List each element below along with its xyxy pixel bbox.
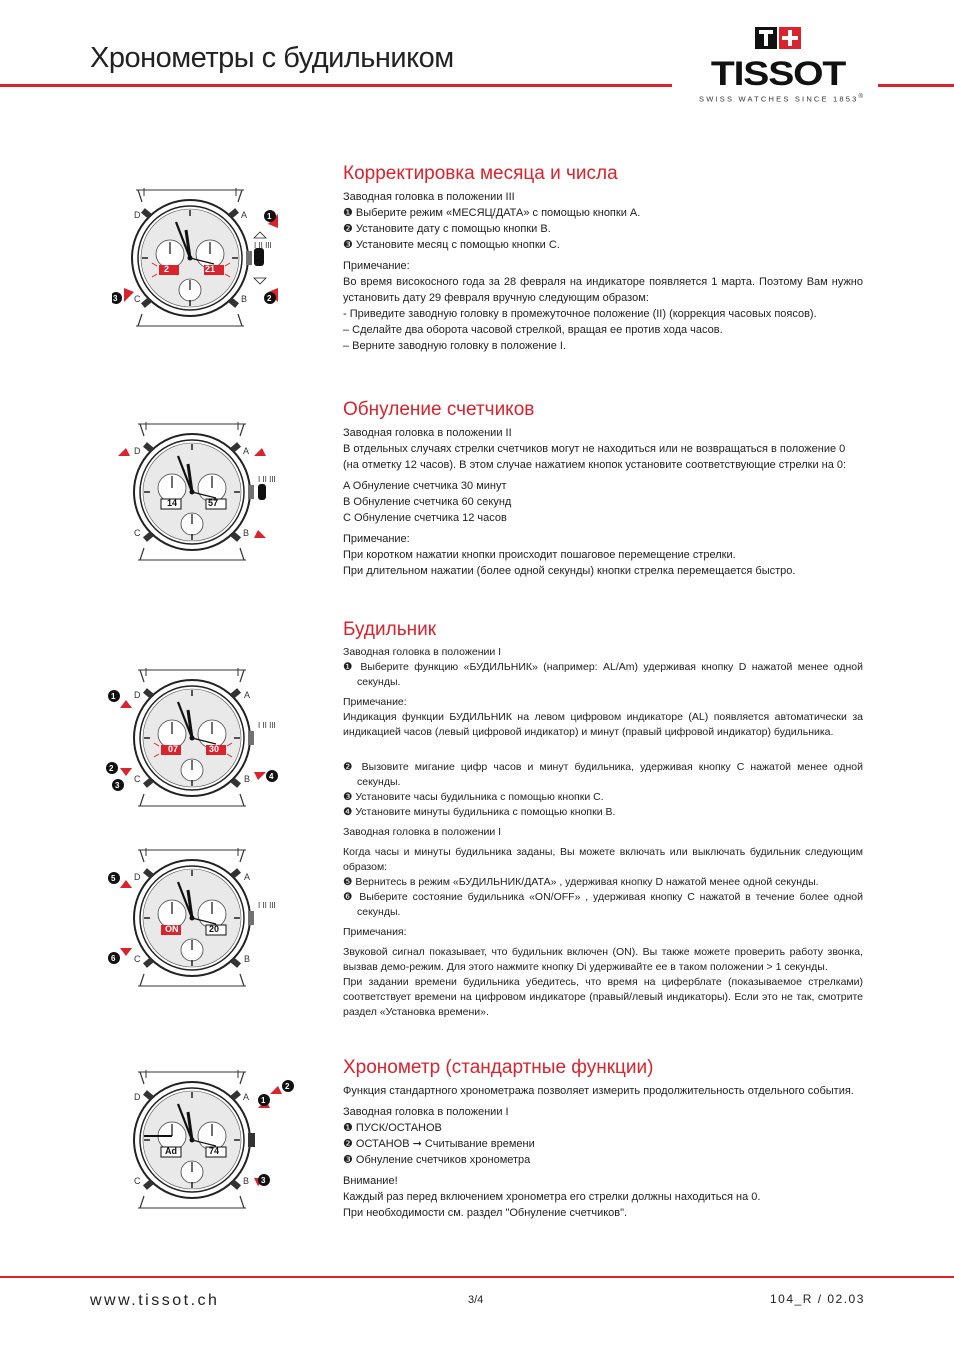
step-number-1: 1	[267, 212, 272, 221]
button-label-c: C	[134, 774, 141, 784]
button-label-a: A	[243, 1092, 250, 1102]
watch-display-right: 74	[209, 1146, 220, 1156]
step-1: ❶ ПУСК/ОСТАНОВ	[343, 1122, 442, 1134]
step-number-1: 1	[111, 692, 116, 701]
watch-diagram-alarm-onoff	[104, 848, 310, 988]
note-label: Примечание:	[343, 260, 410, 272]
step-number-5: 5	[111, 874, 116, 883]
button-label-d: D	[134, 210, 141, 220]
reset-item-b: B Обнуление счетчика 60 секунд	[343, 496, 512, 508]
note-label: Примечание:	[343, 696, 407, 708]
step-3: ❸ Установите месяц с помощью кнопки С.	[343, 239, 560, 251]
crown-positions: I II III	[258, 475, 276, 484]
brand-tagline: SWISS WATCHES SINCE 1853®	[699, 94, 863, 104]
crown-positions: I II III	[254, 241, 272, 250]
note-label: Примечание:	[343, 533, 410, 545]
section-alarm	[343, 618, 863, 1020]
brand-name: TISSOT	[710, 55, 846, 93]
step-2: ❷ Вызовите мигание цифр часов и минут будильника, удерживая кнопку С нажатой менее одной секунды.	[343, 761, 863, 788]
watch-display-left: 2	[164, 264, 170, 274]
step-number-2: 2	[267, 294, 272, 303]
note-text: При задании времени будильника убедитесь, что время на циферблате (показываемое стрелками) соответствует времени на цифровом индикаторе (правый/левый индикаторы). Если это не так, смотрите раздел «Установка времени».	[343, 976, 863, 1018]
watch-display-left: ON	[165, 924, 179, 934]
note-label: Примечания:	[343, 926, 407, 938]
step-2: ❷ Установите дату с помощью кнопки В.	[343, 223, 551, 235]
button-label-b: B	[243, 528, 250, 538]
section-reset-counters	[343, 398, 863, 579]
watch-diagram-month	[112, 188, 312, 328]
note-step: - Приведите заводную головку в промежуточное положение (II) (коррекция часовых поясов).	[343, 308, 817, 320]
note-step: – Верните заводную головку в положение I.	[343, 340, 567, 352]
section-chrono	[343, 1056, 863, 1221]
step-number-3: 3	[115, 781, 120, 790]
step-number-4: 4	[269, 772, 274, 781]
note-text: Индикация функции БУДИЛЬНИК на левом цифровом индикаторе (AL) появляется автоматически за индикацией часов (левый цифровой индикатор) и минут (правый цифровой индикатор) будильника.	[343, 711, 863, 738]
section-title-alarm: Будильник	[343, 619, 437, 640]
section-month-date	[343, 162, 863, 354]
section-title-month: Корректировка месяца и числа	[343, 163, 618, 184]
page-number: 3/4	[468, 1294, 484, 1306]
page-title: Хронометры с будильником	[90, 42, 454, 74]
reset-item-c: C Обнуление счетчика 12 часов	[343, 512, 507, 524]
button-label-a: A	[244, 690, 251, 700]
button-label-d: D	[134, 690, 141, 700]
watch-display-left: Ad	[165, 1146, 177, 1156]
step-number-3: 3	[261, 1176, 266, 1185]
step-3: ❸ Обнуление счетчиков хронометра	[343, 1154, 531, 1166]
watch-display-right: 57	[208, 498, 219, 508]
watch-display-right: 21	[205, 264, 216, 274]
step-6: ❻ Выберите состояние будильника «ON/OFF» , удерживая кнопку C нажатой в течение более одной секунды.	[343, 891, 863, 918]
button-label-c: C	[134, 528, 141, 538]
step-number-2: 2	[109, 764, 114, 773]
button-label-d: D	[134, 446, 141, 456]
text-line: Заводная головка в положении I	[343, 826, 502, 838]
text-line: Функция стандартного хронометража позволяет измерить продолжительность отдельного события.	[343, 1085, 854, 1097]
button-label-a: A	[241, 210, 248, 220]
watch-display-right: 20	[209, 924, 220, 934]
document-code: 104_R / 02.03	[770, 1292, 865, 1306]
button-label-b: B	[244, 954, 251, 964]
text-line: Заводная головка в положении III	[343, 191, 515, 203]
watch-diagram-chrono	[112, 1070, 312, 1210]
text-paragraph: Когда часы и минуты будильника заданы, Вы можете включать или выключать будильник следующим образом:	[343, 846, 863, 873]
button-label-b: B	[244, 774, 251, 784]
note-text: При коротком нажатии кнопки происходит пошаговое перемещение стрелки.	[343, 549, 736, 561]
warning-text: Каждый раз перед включением хронометра его стрелки должны находиться на 0.	[343, 1191, 761, 1203]
tissot-tplus-icon	[755, 27, 801, 49]
watch-display-left: 07	[168, 744, 179, 754]
warning-label: Внимание!	[343, 1175, 398, 1187]
crown-positions: I II III	[258, 901, 276, 910]
step-3: ❸ Установите часы будильника с помощью кнопки С.	[343, 791, 604, 803]
note-step: – Сделайте два оборота часовой стрелкой, вращая ее против хода часов.	[343, 324, 723, 336]
button-label-a: A	[243, 446, 250, 456]
step-1: ❶ Выберите режим «МЕСЯЦ/ДАТА» с помощью кнопки А.	[343, 207, 641, 219]
step-number-3: 3	[113, 294, 118, 303]
watch-display-left: 14	[167, 498, 178, 508]
crown-positions: I II III	[258, 721, 276, 730]
text-line: Заводная головка в положении I	[343, 1106, 509, 1118]
section-title-reset: Обнуление счетчиков	[343, 399, 535, 420]
section-title-chrono: Хронометр (стандартные функции)	[343, 1057, 654, 1078]
tissot-logo	[696, 27, 866, 107]
text-paragraph: В отдельных случаях стрелки счетчиков могут не находиться или не возвращаться в положение 0 (на отметку 12 часов). В этом случае нажатием кнопок установите соответствующие стрелки на 0:	[343, 443, 847, 471]
step-number-6: 6	[111, 954, 116, 963]
step-number-2: 2	[285, 1082, 290, 1091]
warning-text: При необходимости см. раздел "Обнуление счетчиков".	[343, 1207, 628, 1219]
step-number-1: 1	[261, 1096, 266, 1105]
text-line: Заводная головка в положении II	[343, 427, 512, 439]
watch-diagram-reset	[112, 422, 312, 562]
button-label-d: D	[134, 1092, 141, 1102]
button-label-a: A	[244, 872, 251, 882]
button-label-b: B	[241, 294, 248, 304]
footer-url[interactable]: www.tissot.ch	[90, 1292, 220, 1309]
button-label-d: D	[134, 872, 141, 882]
step-5: ❺ Вернитесь в режим «БУДИЛЬНИК/ДАТА» , удерживая кнопку D нажатой менее одной секунды.	[343, 876, 819, 888]
header-rule-right	[878, 84, 954, 87]
note-text: Во время високосного года за 28 февраля на индикаторе появляется 1 марта. Поэтому Вам нужно установить дату 29 февраля вручную следующим образом:	[343, 276, 863, 304]
text-line: Заводная головка в положении I	[343, 646, 502, 658]
step-1: ❶ Выберите функцию «БУДИЛЬНИК» (например: AL/Am) удерживая кнопку D нажатой менее одной секунды.	[343, 661, 863, 688]
watch-display-right: 30	[209, 744, 220, 754]
watch-diagram-alarm-set	[104, 668, 310, 808]
button-label-b: B	[243, 1176, 250, 1186]
header-rule-left	[0, 84, 672, 87]
button-label-c: C	[134, 294, 141, 304]
button-label-c: C	[134, 954, 141, 964]
step-4: ❹ Установите минуты будильника с помощью кнопки В.	[343, 806, 616, 818]
reset-item-a: A Обнуление счетчика 30 минут	[343, 480, 507, 492]
footer-rule	[0, 1276, 954, 1278]
note-text: Звуковой сигнал показывает, что будильник включен (ON). Вы также можете проверить работу звонка, вызвав демо-режим. Для этого нажмите кнопку Di удерживайте ее в таком положении > 1 секунды.	[343, 946, 863, 973]
note-text: При длительном нажатии (более одной секунды) кнопки стрелка перемещается быстро.	[343, 565, 796, 577]
button-label-c: C	[134, 1176, 141, 1186]
step-2: ❷ ОСТАНОВ ➞ Считывание времени	[343, 1138, 535, 1150]
